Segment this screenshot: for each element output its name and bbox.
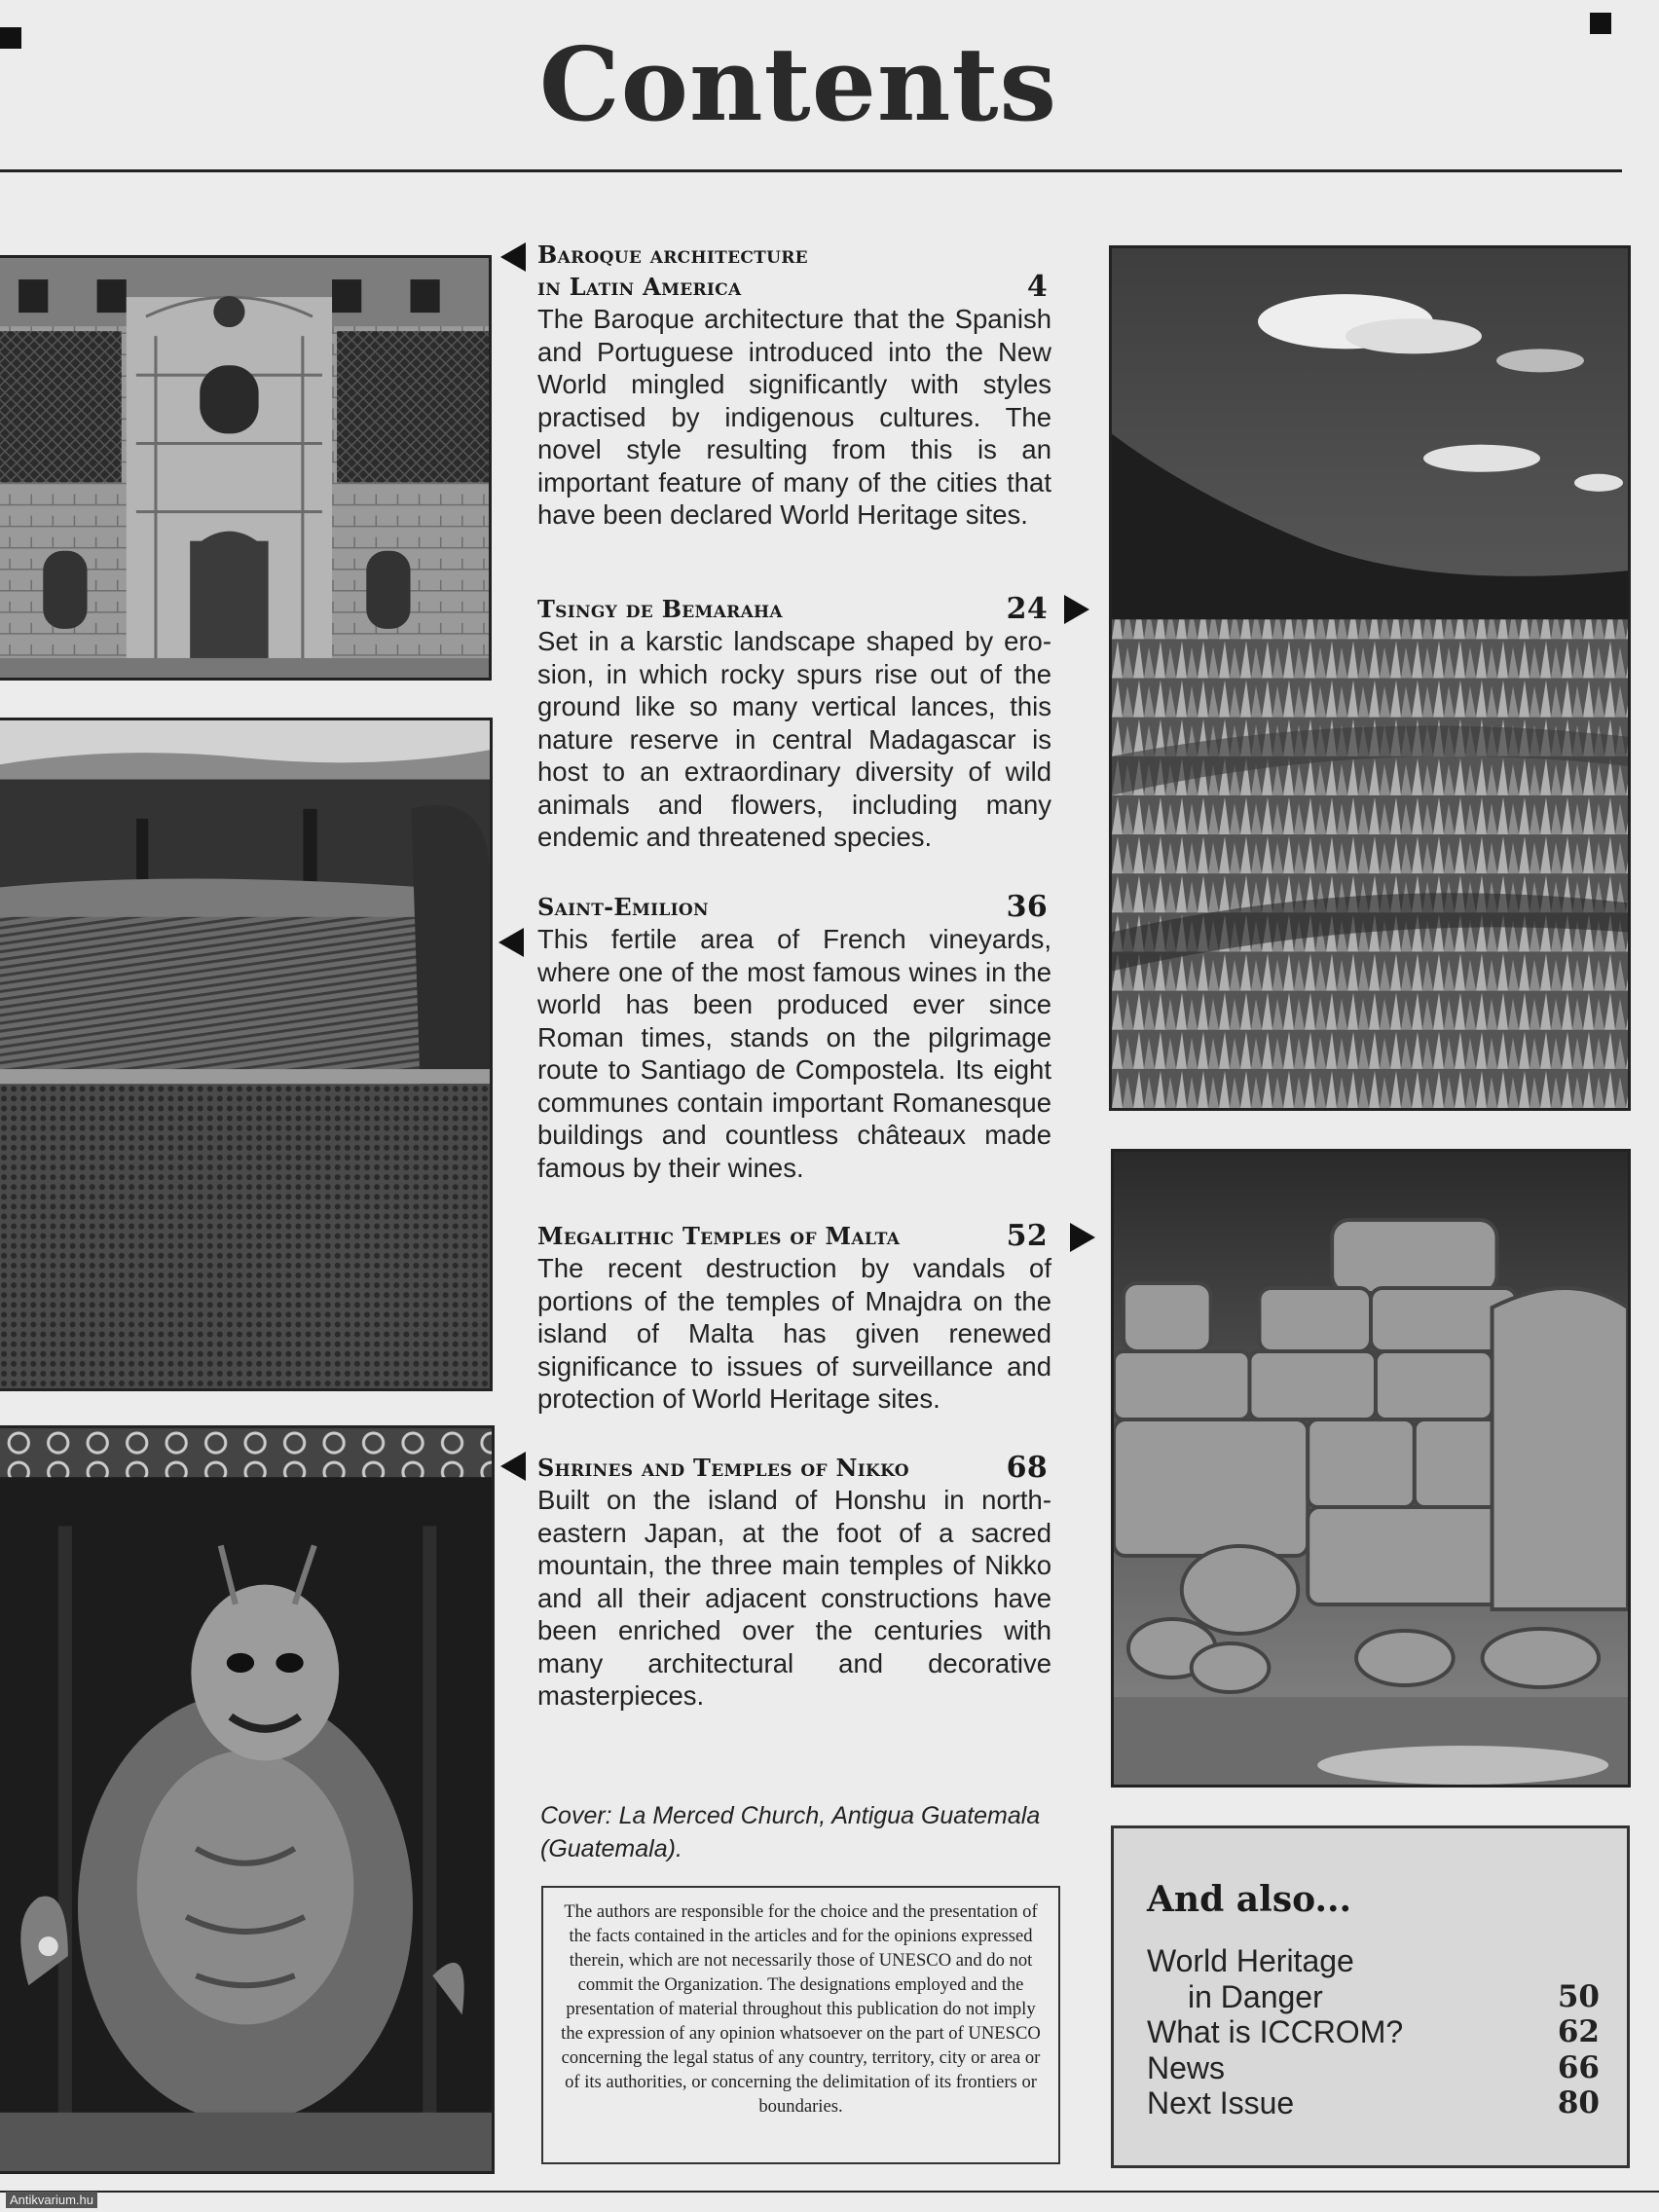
and-also-page-number: 50 — [1557, 1978, 1600, 2014]
article-tsingy — [537, 593, 1051, 854]
article-description: This fertile area of French vineyards, where one of the most famous wines in the world has been produced ever since Roman times, stands on the pilgrimage route to Santiago de Compostela. Its eight communes contain important Romanesque buildings and countless châteaux made famous by their wines. — [537, 924, 1051, 1183]
article-description: Set in a karstic landscape shaped by erosion, in which rocky spurs rise out of the ground like so many vertical lances, this nature reserve in central Madagascar is host to an extraordinary diversity of wild animals and flowers, including many endemic and threatened species. — [537, 626, 1051, 852]
arrow-left-icon — [500, 242, 526, 272]
and-also-box — [1111, 1825, 1630, 2168]
arrow-right-icon — [1064, 595, 1089, 624]
article-description: The Baroque architecture that the Spanish and Portuguese introduced into the New World mingled significantly with styles practised by indigenous cultures. The novel style resulting from this is an important feature of many of the cities that have been declared World Heritage sites. — [537, 304, 1051, 530]
disclaimer-box — [541, 1886, 1060, 2164]
article-title: Shrines and Temples of Nikko 68 — [537, 1451, 1048, 1485]
watermark: Antikvarium.hu — [6, 2192, 97, 2208]
article-description: The recent destruction by vandals of portions of the temples of Mnajdra on the island of Malta has given renewed significance to issues of surveillance and protection of World Heritage sites. — [537, 1253, 1051, 1414]
cover-caption — [540, 1799, 1056, 1865]
article-title: Megalithic Temples of Malta 52 — [537, 1219, 1048, 1253]
arrow-right-icon — [1070, 1223, 1095, 1252]
article-saint-emilion — [537, 891, 1051, 1184]
page-title: Contents — [538, 24, 1058, 144]
photo-saint-emilion-vineyards — [0, 718, 493, 1391]
article-title: Baroque architecture in Latin America 4 — [537, 240, 1048, 304]
arrow-left-icon — [500, 1452, 526, 1481]
cover-text: La Merced Church, Antigua Guatemala (Guatemala). — [540, 1802, 1041, 1862]
and-also-item: Next Issue 80 — [1147, 2085, 1600, 2120]
article-nikko — [537, 1452, 1051, 1713]
article-page-number: 24 — [1006, 592, 1048, 626]
article-description: Built on the island of Honshu in northeastern Japan, at the foot of a sacred mountain, the three main temples of Nikko and all their adjacent constructions have been enriched over the centuries with many architectural and decorative masterpieces. — [537, 1485, 1051, 1711]
disclaimer-text: The authors are responsible for the choice and the presentation of the facts contained in the articles and for the opinions expressed therein, which are not necessarily those of UNESCO and do not commit the Organization. The designations employed and the presentation of material throughout this publication do not imply the expression of any opinion whatsoever on the part of UNESCO concerning the legal status of any country, territory, city or area or of its authorities, or concerning the delimitation of its frontiers or boundaries. — [561, 1901, 1041, 2117]
and-also-page-number: 66 — [1557, 2049, 1600, 2085]
article-title: Tsingy de Bemaraha 24 — [537, 592, 1048, 626]
article-baroque — [537, 239, 1051, 532]
and-also-page-number: 80 — [1557, 2085, 1600, 2120]
and-also-item: News 66 — [1147, 2049, 1600, 2085]
article-page-number: 68 — [1006, 1451, 1048, 1485]
photo-nikko-temple-guardian — [0, 1425, 495, 2174]
photo-baroque-church — [0, 255, 492, 681]
and-also-page-number: 62 — [1557, 2014, 1600, 2049]
and-also-item: World Heritage in Danger 50 — [1147, 1943, 1600, 2014]
cover-label: Cover: — [540, 1802, 612, 1829]
article-page-number: 36 — [1006, 890, 1048, 924]
article-page-number: 4 — [1026, 270, 1048, 304]
bottom-rule — [0, 2191, 1659, 2193]
photo-tsingy-de-bemaraha — [1109, 245, 1631, 1111]
article-page-number: 52 — [1006, 1219, 1048, 1253]
and-also-title: And also... — [1147, 1879, 1352, 1920]
arrow-left-icon — [498, 928, 524, 957]
article-title: Saint-Emilion 36 — [537, 890, 1048, 924]
and-also-item: What is ICCROM? 62 — [1147, 2014, 1600, 2049]
photo-malta-megalithic-temple — [1111, 1149, 1631, 1788]
article-malta — [537, 1220, 1051, 1416]
title-rule — [0, 169, 1622, 172]
